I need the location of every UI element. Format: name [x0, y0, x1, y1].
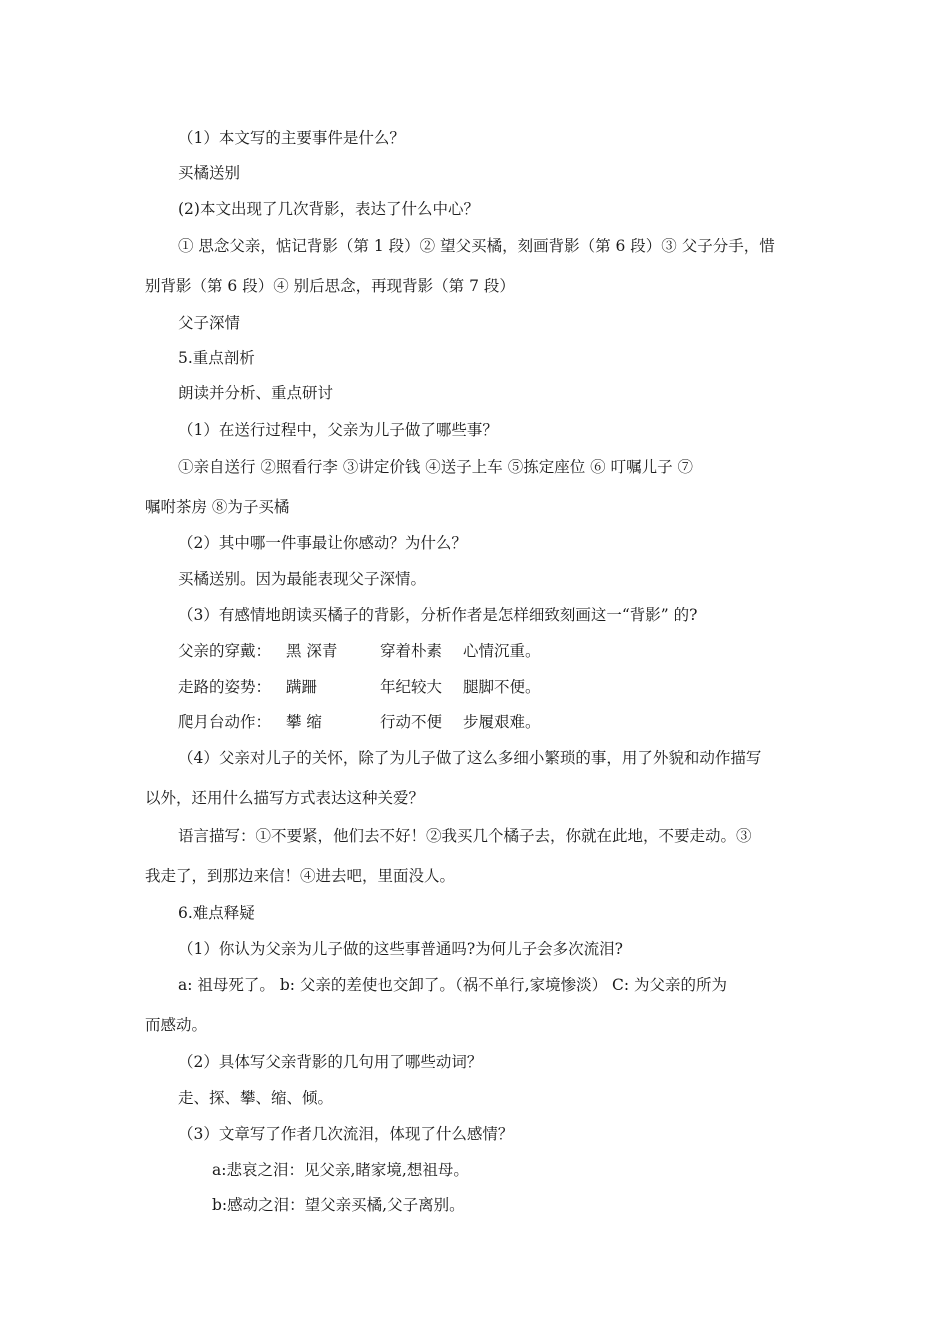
detail-word: 黑 深青: [286, 642, 338, 660]
answer-father-deeds-line2: 嘱咐茶房 ⑧为子买橘: [145, 498, 290, 516]
detail-label: 走路的姿势：: [178, 678, 272, 696]
detail-inference: 腿脚不便。: [463, 678, 541, 696]
answer-speech-line2: 我走了，到那边来信！④进去吧，里面没人。: [145, 867, 456, 885]
answer-speech-line1: 语言描写：①不要紧，他们去不好！②我买几个橘子去，你就在此地，不要走动。③: [178, 827, 752, 845]
answer-tears-sorrow: a:悲哀之泪：见父亲,睹家境,想祖母。: [212, 1161, 469, 1179]
question-back-views: (2)本文出现了几次背影，表达了什么中心？: [178, 200, 479, 218]
detail-word: 攀 缩: [286, 713, 322, 731]
detail-label: 父亲的穿戴：: [178, 642, 272, 660]
answer-father-deeds-line1: ①亲自送行 ②照看行李 ③讲定价钱 ④送子上车 ⑤拣定座位 ⑥ 叮嘱儿子 ⑦: [178, 458, 693, 476]
answer-most-touching: 买橘送别。因为最能表现父子深情。: [178, 570, 427, 588]
question-other-descriptions-line1: （4）父亲对儿子的关怀，除了为儿子做了这么多细小繁琐的事，用了外貌和动作描写: [178, 749, 762, 767]
question-tears-count: （3）文章写了作者几次流泪，体现了什么感情？: [178, 1125, 514, 1143]
question-tears-reason: （1）你认为父亲为儿子做的这些事普通吗?为何儿子会多次流泪?: [178, 940, 623, 958]
question-other-descriptions-line2: 以外，还用什么描写方式表达这种关爱？: [145, 789, 425, 807]
question-main-event: （1）本文写的主要事件是什么？: [178, 129, 405, 147]
answer-central-theme: 父子深情: [178, 314, 241, 332]
section-heading-difficulties: 6.难点释疑: [178, 904, 255, 922]
detail-inference: 步履艰难。: [463, 713, 541, 731]
question-father-deeds: （1）在送行过程中，父亲为儿子做了哪些事？: [178, 421, 498, 439]
detail-meaning: 穿着朴素: [380, 642, 443, 660]
answer-tears-reason-line2: 而感动。: [145, 1016, 208, 1034]
detail-inference: 心情沉重。: [463, 642, 541, 660]
answer-back-views-line2: 别背影（第 6 段）④ 别后思念，再现背影（第 7 段）: [145, 277, 515, 295]
answer-tears-moved: b:感动之泪：望父亲买橘,父子离别。: [212, 1196, 465, 1214]
detail-word: 蹒跚: [286, 678, 318, 696]
detail-meaning: 年纪较大: [380, 678, 443, 696]
question-most-touching: （2）其中哪一件事最让你感动？为什么？: [178, 534, 467, 552]
question-back-view-detail: （3）有感情地朗读买橘子的背影，分析作者是怎样细致刻画这一“背影” 的?: [178, 606, 698, 624]
answer-main-event: 买橘送别: [178, 164, 241, 182]
section-heading-key-analysis: 5.重点剖析: [178, 349, 255, 367]
detail-label: 爬月台动作：: [178, 713, 272, 731]
answer-verbs: 走、探、攀、缩、倾。: [178, 1089, 334, 1107]
question-verbs: （2）具体写父亲背影的几句用了哪些动词？: [178, 1053, 483, 1071]
detail-meaning: 行动不便: [380, 713, 443, 731]
section-subheading: 朗读并分析、重点研讨: [178, 384, 334, 402]
answer-back-views-line1: ① 思念父亲，惦记背影（第 1 段）② 望父买橘，刻画背影（第 6 段）③ 父子分手，惜: [178, 237, 775, 255]
answer-tears-reason-line1: a: 祖母死了。 b: 父亲的差使也交卸了。（祸不单行,家境惨淡） C: 为父亲的所为: [178, 976, 728, 994]
